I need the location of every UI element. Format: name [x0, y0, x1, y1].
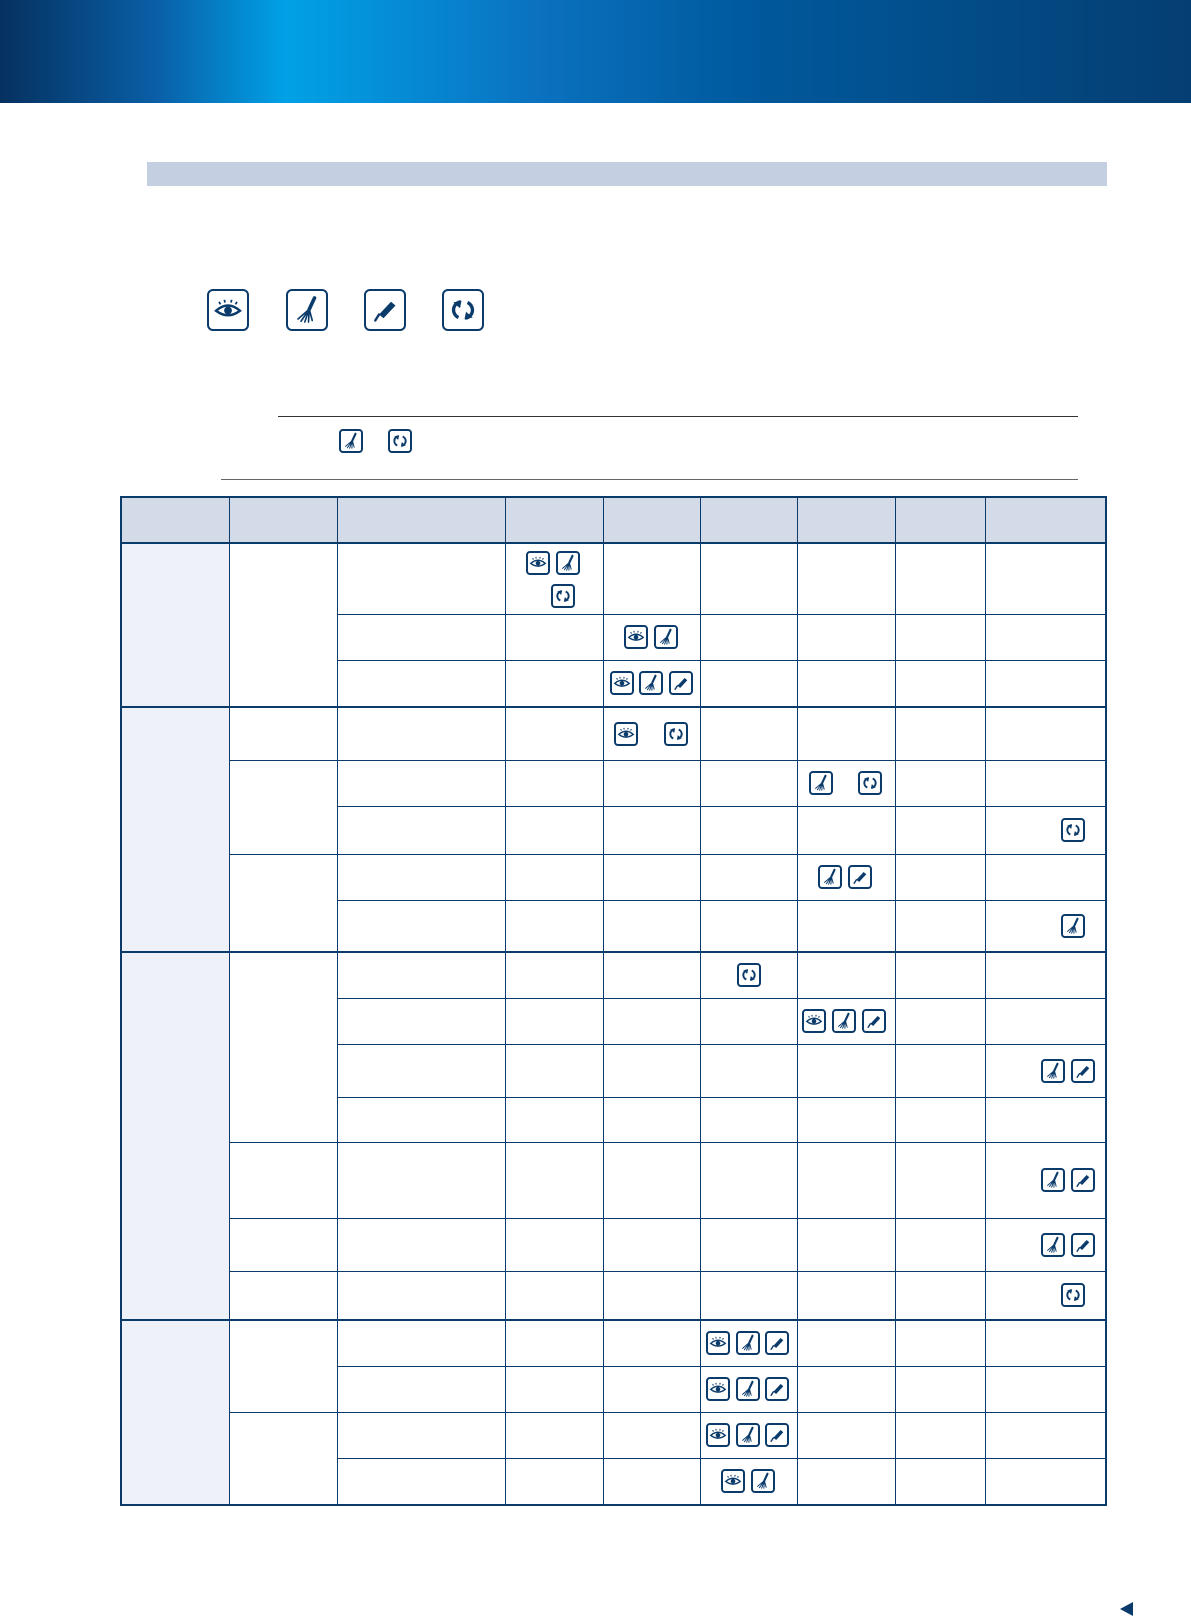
- interval-cell: [895, 1413, 985, 1459]
- interval-cell: [985, 952, 1106, 999]
- previous-page-arrow-icon[interactable]: [1120, 1602, 1133, 1616]
- pen-icon: [364, 289, 406, 331]
- replace-icon: [551, 584, 575, 608]
- interval-cell: [895, 901, 985, 953]
- eye-icon: [706, 1423, 730, 1447]
- interval-cell: [505, 999, 603, 1045]
- item-cell: [337, 615, 505, 661]
- interval-cell: [603, 1459, 700, 1506]
- table-row: [121, 855, 1106, 901]
- interval-cell: [797, 761, 895, 807]
- brush-icon: [286, 289, 328, 331]
- replace-icon: [388, 429, 412, 453]
- eye-icon: [526, 551, 550, 575]
- item-cell: [337, 1320, 505, 1367]
- item-cell: [337, 1098, 505, 1143]
- interval-cell: [895, 707, 985, 761]
- interval-cell: [895, 1272, 985, 1321]
- maintenance-table: [120, 496, 1107, 1506]
- interval-cell: [700, 761, 797, 807]
- brush-icon: [832, 1009, 856, 1033]
- interval-cell: [797, 1459, 895, 1506]
- interval-cell: [700, 1272, 797, 1321]
- note-bottom-rule: [221, 479, 1078, 480]
- brush-icon: [556, 551, 580, 575]
- interval-cell: [985, 1045, 1106, 1098]
- item-cell: [337, 1143, 505, 1219]
- item-cell: [337, 707, 505, 761]
- interval-cell: [505, 761, 603, 807]
- replace-icon: [858, 771, 882, 795]
- interval-cell: [985, 761, 1106, 807]
- interval-cell: [895, 1459, 985, 1506]
- interval-cell: [603, 807, 700, 855]
- interval-cell: [505, 661, 603, 708]
- interval-cell: [505, 1320, 603, 1367]
- interval-cell: [505, 615, 603, 661]
- interval-cell: [895, 999, 985, 1045]
- header-cell: [505, 497, 603, 543]
- top-banner: [0, 0, 1191, 103]
- interval-cell: [895, 615, 985, 661]
- eye-icon: [706, 1377, 730, 1401]
- interval-cell: [505, 1143, 603, 1219]
- interval-cell: [700, 1098, 797, 1143]
- group-cell: [121, 543, 229, 707]
- item-cell: [337, 855, 505, 901]
- interval-cell: [895, 1045, 985, 1098]
- interval-cell: [985, 1143, 1106, 1219]
- interval-cell: [603, 1413, 700, 1459]
- replace-icon: [664, 722, 688, 746]
- interval-cell: [985, 901, 1106, 953]
- interval-cell: [505, 1272, 603, 1321]
- replace-icon: [1061, 1283, 1085, 1307]
- group-cell: [121, 1320, 229, 1505]
- interval-cell: [603, 1143, 700, 1219]
- interval-cell: [505, 901, 603, 953]
- brush-icon: [751, 1469, 775, 1493]
- eye-icon: [207, 289, 249, 331]
- interval-cell: [797, 807, 895, 855]
- interval-cell: [985, 1320, 1106, 1367]
- item-cell: [337, 661, 505, 708]
- pen-icon: [1071, 1059, 1095, 1083]
- interval-cell: [797, 855, 895, 901]
- interval-cell: [603, 999, 700, 1045]
- pen-icon: [1071, 1233, 1095, 1257]
- pen-icon: [765, 1331, 789, 1355]
- interval-cell: [700, 1413, 797, 1459]
- eye-icon: [614, 722, 638, 746]
- header-cell: [797, 497, 895, 543]
- interval-cell: [797, 952, 895, 999]
- item-cell: [337, 1367, 505, 1413]
- group-cell: [121, 952, 229, 1320]
- pen-icon: [1071, 1168, 1095, 1192]
- brush-icon: [736, 1423, 760, 1447]
- interval-cell: [895, 855, 985, 901]
- interval-cell: [797, 1098, 895, 1143]
- interval-cell: [985, 1413, 1106, 1459]
- brush-icon: [639, 671, 663, 695]
- subgroup-cell: [229, 1320, 337, 1413]
- pen-icon: [848, 865, 872, 889]
- item-cell: [337, 543, 505, 615]
- table-row: [121, 1272, 1106, 1321]
- interval-cell: [700, 1045, 797, 1098]
- brush-icon: [654, 625, 678, 649]
- interval-cell: [505, 543, 603, 615]
- subgroup-cell: [229, 855, 337, 953]
- header-cell: [603, 497, 700, 543]
- eye-icon: [721, 1469, 745, 1493]
- subgroup-cell: [229, 952, 337, 1143]
- interval-cell: [603, 1320, 700, 1367]
- interval-cell: [603, 1045, 700, 1098]
- interval-cell: [985, 707, 1106, 761]
- brush-icon: [736, 1331, 760, 1355]
- subgroup-cell: [229, 1219, 337, 1272]
- interval-cell: [797, 1045, 895, 1098]
- interval-cell: [700, 999, 797, 1045]
- interval-cell: [797, 1143, 895, 1219]
- interval-cell: [895, 761, 985, 807]
- subgroup-cell: [229, 707, 337, 761]
- table-row: [121, 761, 1106, 807]
- interval-cell: [797, 661, 895, 708]
- table-row: [121, 1219, 1106, 1272]
- interval-cell: [797, 1320, 895, 1367]
- replace-icon: [442, 289, 484, 331]
- brush-icon: [818, 865, 842, 889]
- interval-cell: [797, 1413, 895, 1459]
- interval-cell: [505, 855, 603, 901]
- brush-icon: [809, 771, 833, 795]
- replace-icon: [1061, 818, 1085, 842]
- interval-cell: [895, 1098, 985, 1143]
- interval-cell: [603, 543, 700, 615]
- header-cell: [985, 497, 1106, 543]
- interval-cell: [895, 807, 985, 855]
- interval-cell: [797, 1219, 895, 1272]
- interval-cell: [700, 855, 797, 901]
- interval-cell: [895, 1320, 985, 1367]
- interval-cell: [505, 707, 603, 761]
- interval-cell: [797, 999, 895, 1045]
- table-row: [121, 952, 1106, 999]
- item-cell: [337, 1219, 505, 1272]
- interval-cell: [797, 901, 895, 953]
- subgroup-cell: [229, 1143, 337, 1219]
- interval-cell: [895, 952, 985, 999]
- item-cell: [337, 1413, 505, 1459]
- interval-cell: [505, 1045, 603, 1098]
- subgroup-cell: [229, 1413, 337, 1506]
- interval-cell: [603, 761, 700, 807]
- pen-icon: [765, 1377, 789, 1401]
- header-cell: [700, 497, 797, 543]
- interval-cell: [700, 707, 797, 761]
- group-cell: [121, 707, 229, 952]
- table-row: [121, 1413, 1106, 1459]
- table-row: [121, 707, 1106, 761]
- interval-cell: [700, 1367, 797, 1413]
- interval-cell: [985, 543, 1106, 615]
- header-cell: [895, 497, 985, 543]
- interval-cell: [603, 1272, 700, 1321]
- brush-icon: [1041, 1168, 1065, 1192]
- interval-cell: [603, 901, 700, 953]
- interval-cell: [700, 901, 797, 953]
- eye-icon: [706, 1331, 730, 1355]
- symbol-legend: [207, 289, 507, 333]
- interval-cell: [700, 615, 797, 661]
- note-icons: [339, 429, 419, 455]
- interval-cell: [603, 1219, 700, 1272]
- item-cell: [337, 807, 505, 855]
- item-cell: [337, 901, 505, 953]
- interval-cell: [603, 1098, 700, 1143]
- interval-cell: [603, 707, 700, 761]
- interval-cell: [700, 543, 797, 615]
- item-cell: [337, 999, 505, 1045]
- interval-cell: [700, 661, 797, 708]
- interval-cell: [700, 1320, 797, 1367]
- section-heading-bar: [147, 162, 1107, 186]
- pen-icon: [669, 671, 693, 695]
- table-row: [121, 1143, 1106, 1219]
- interval-cell: [985, 1459, 1106, 1506]
- header-cell: [121, 497, 229, 543]
- header-cell: [337, 497, 505, 543]
- subgroup-cell: [229, 761, 337, 855]
- interval-cell: [700, 807, 797, 855]
- brush-icon: [1061, 914, 1085, 938]
- interval-cell: [603, 661, 700, 708]
- interval-cell: [505, 1098, 603, 1143]
- header-cell: [229, 497, 337, 543]
- interval-cell: [985, 661, 1106, 708]
- interval-cell: [700, 1459, 797, 1506]
- interval-cell: [700, 1219, 797, 1272]
- eye-icon: [802, 1009, 826, 1033]
- interval-cell: [505, 807, 603, 855]
- interval-cell: [797, 543, 895, 615]
- interval-cell: [985, 807, 1106, 855]
- interval-cell: [895, 1367, 985, 1413]
- table-row: [121, 543, 1106, 615]
- brush-icon: [339, 429, 363, 453]
- interval-cell: [895, 543, 985, 615]
- subgroup-cell: [229, 1272, 337, 1321]
- interval-cell: [603, 1367, 700, 1413]
- interval-cell: [505, 1459, 603, 1506]
- note-top-rule: [278, 416, 1078, 417]
- pen-icon: [765, 1423, 789, 1447]
- eye-icon: [624, 625, 648, 649]
- subgroup-cell: [229, 543, 337, 707]
- item-cell: [337, 1272, 505, 1321]
- interval-cell: [797, 1367, 895, 1413]
- interval-cell: [603, 615, 700, 661]
- interval-cell: [797, 1272, 895, 1321]
- interval-cell: [603, 855, 700, 901]
- replace-icon: [737, 963, 761, 987]
- pen-icon: [862, 1009, 886, 1033]
- item-cell: [337, 761, 505, 807]
- interval-cell: [895, 1219, 985, 1272]
- eye-icon: [610, 671, 634, 695]
- interval-cell: [797, 707, 895, 761]
- brush-icon: [736, 1377, 760, 1401]
- interval-cell: [985, 999, 1106, 1045]
- interval-cell: [797, 615, 895, 661]
- interval-cell: [985, 1098, 1106, 1143]
- brush-icon: [1041, 1233, 1065, 1257]
- table-row: [121, 1320, 1106, 1367]
- header-row: [121, 497, 1106, 543]
- interval-cell: [985, 615, 1106, 661]
- item-cell: [337, 952, 505, 999]
- interval-cell: [505, 1367, 603, 1413]
- interval-cell: [985, 1272, 1106, 1321]
- interval-cell: [985, 1219, 1106, 1272]
- interval-cell: [700, 952, 797, 999]
- interval-cell: [985, 855, 1106, 901]
- interval-cell: [985, 1367, 1106, 1413]
- interval-cell: [700, 1143, 797, 1219]
- interval-cell: [603, 952, 700, 999]
- item-cell: [337, 1045, 505, 1098]
- interval-cell: [505, 952, 603, 999]
- interval-cell: [895, 1143, 985, 1219]
- interval-cell: [505, 1219, 603, 1272]
- interval-cell: [505, 1413, 603, 1459]
- brush-icon: [1041, 1059, 1065, 1083]
- item-cell: [337, 1459, 505, 1506]
- interval-cell: [895, 661, 985, 708]
